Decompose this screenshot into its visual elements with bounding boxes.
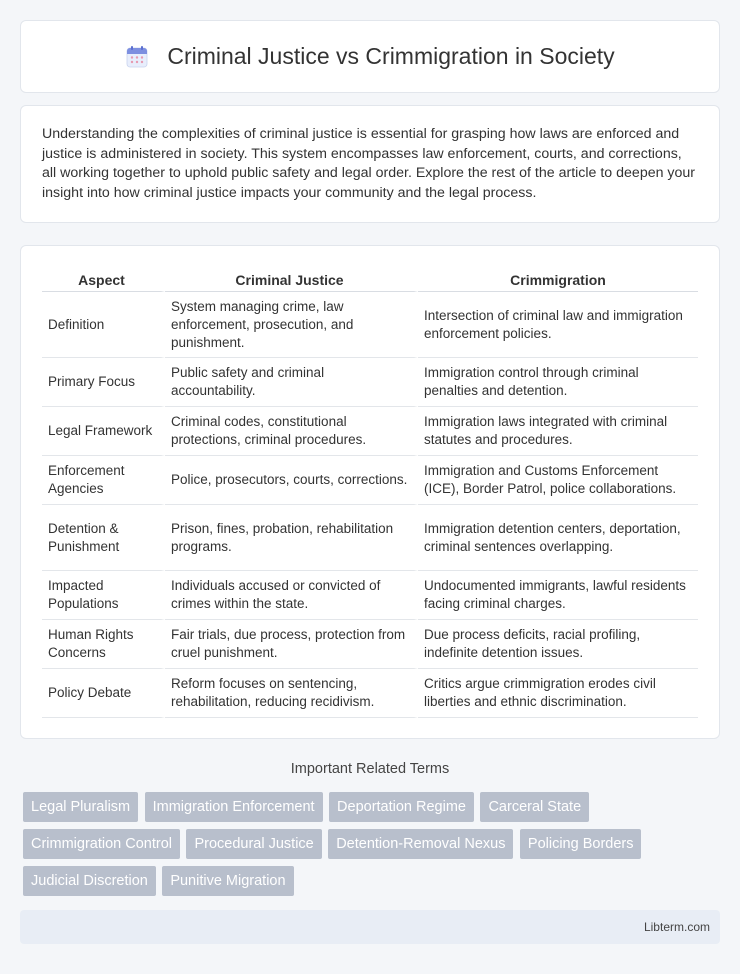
criminal-justice-cell: Individuals accused or convicted of crimes within the state. (165, 571, 418, 620)
related-terms-list (23, 792, 713, 903)
aspect-cell: Primary Focus (42, 358, 165, 407)
related-term-tag[interactable]: Judicial Discretion (23, 866, 156, 896)
table-row (42, 407, 698, 456)
related-term-tag[interactable]: Carceral State (480, 792, 589, 822)
aspect-cell: Enforcement Agencies (42, 456, 165, 505)
criminal-justice-cell: System managing crime, law enforcement, prosecution, and punishment. (165, 292, 418, 358)
table-row (42, 456, 698, 505)
related-term-tag[interactable]: Immigration Enforcement (145, 792, 323, 822)
aspect-cell: Human Rights Concerns (42, 620, 165, 669)
criminal-justice-cell: Prison, fines, probation, rehabilitation programs. (165, 505, 418, 571)
related-term-tag[interactable]: Procedural Justice (186, 829, 321, 859)
aspect-cell: Definition (42, 292, 165, 358)
criminal-justice-cell: Police, prosecutors, courts, corrections. (165, 456, 418, 505)
related-term-tag[interactable]: Punitive Migration (162, 866, 293, 896)
comparison-table (42, 266, 698, 718)
crimmigration-cell: Immigration and Customs Enforcement (ICE), Border Patrol, police collaborations. (418, 456, 698, 505)
crimmigration-cell: Immigration control through criminal penalties and detention. (418, 358, 698, 407)
aspect-cell: Impacted Populations (42, 571, 165, 620)
table-row (42, 620, 698, 669)
aspect-cell: Policy Debate (42, 669, 165, 718)
footer (20, 910, 720, 944)
aspect-cell: Detention & Punishment (42, 505, 165, 571)
intro-text: Understanding the complexities of criminal justice is essential for grasping how laws are enforced and justice is administered in society. This system encompasses law enforcement, courts, and corrections, all working together to uphold public safety and legal order. Explore the rest of the article to deepen your insight into how criminal justice impacts your community and the legal process. (42, 126, 696, 201)
crimmigration-cell: Immigration detention centers, deportation, criminal sentences overlapping. (418, 505, 698, 571)
crimmigration-cell: Immigration laws integrated with criminal statutes and procedures. (418, 407, 698, 456)
intro-card (20, 105, 720, 223)
comparison-table-card (20, 245, 720, 739)
crimmigration-cell: Critics argue crimmigration erodes civil liberties and ethnic discrimination. (418, 669, 698, 718)
related-term-tag[interactable]: Detention-Removal Nexus (328, 829, 513, 859)
page-title: Criminal Justice vs Crimmigration in Society (167, 43, 615, 69)
calendar-icon (125, 45, 149, 69)
header-criminal-justice: Criminal Justice (165, 266, 418, 292)
header-crimmigration: Crimmigration (418, 266, 698, 292)
table-row (42, 292, 698, 358)
criminal-justice-cell: Criminal codes, constitutional protections, criminal procedures. (165, 407, 418, 456)
table-row (42, 571, 698, 620)
related-term-tag[interactable]: Legal Pluralism (23, 792, 138, 822)
crimmigration-cell: Undocumented immigrants, lawful residents facing criminal charges. (418, 571, 698, 620)
related-term-tag[interactable]: Policing Borders (520, 829, 642, 859)
crimmigration-cell: Due process deficits, racial profiling, indefinite detention issues. (418, 620, 698, 669)
footer-site-link[interactable]: Libterm.com (643, 920, 710, 934)
header-aspect: Aspect (42, 266, 165, 292)
criminal-justice-cell: Reform focuses on sentencing, rehabilitation, reducing recidivism. (165, 669, 418, 718)
related-term-tag[interactable]: Deportation Regime (329, 792, 474, 822)
aspect-cell: Legal Framework (42, 407, 165, 456)
title-card (20, 20, 720, 93)
table-row (42, 669, 698, 718)
table-header-row (42, 266, 698, 292)
criminal-justice-cell: Fair trials, due process, protection from cruel punishment. (165, 620, 418, 669)
table-row (42, 505, 698, 571)
table-row (42, 358, 698, 407)
related-terms-heading: Important Related Terms (290, 761, 450, 777)
criminal-justice-cell: Public safety and criminal accountability. (165, 358, 418, 407)
crimmigration-cell: Intersection of criminal law and immigration enforcement policies. (418, 292, 698, 358)
related-term-tag[interactable]: Crimmigration Control (23, 829, 180, 859)
